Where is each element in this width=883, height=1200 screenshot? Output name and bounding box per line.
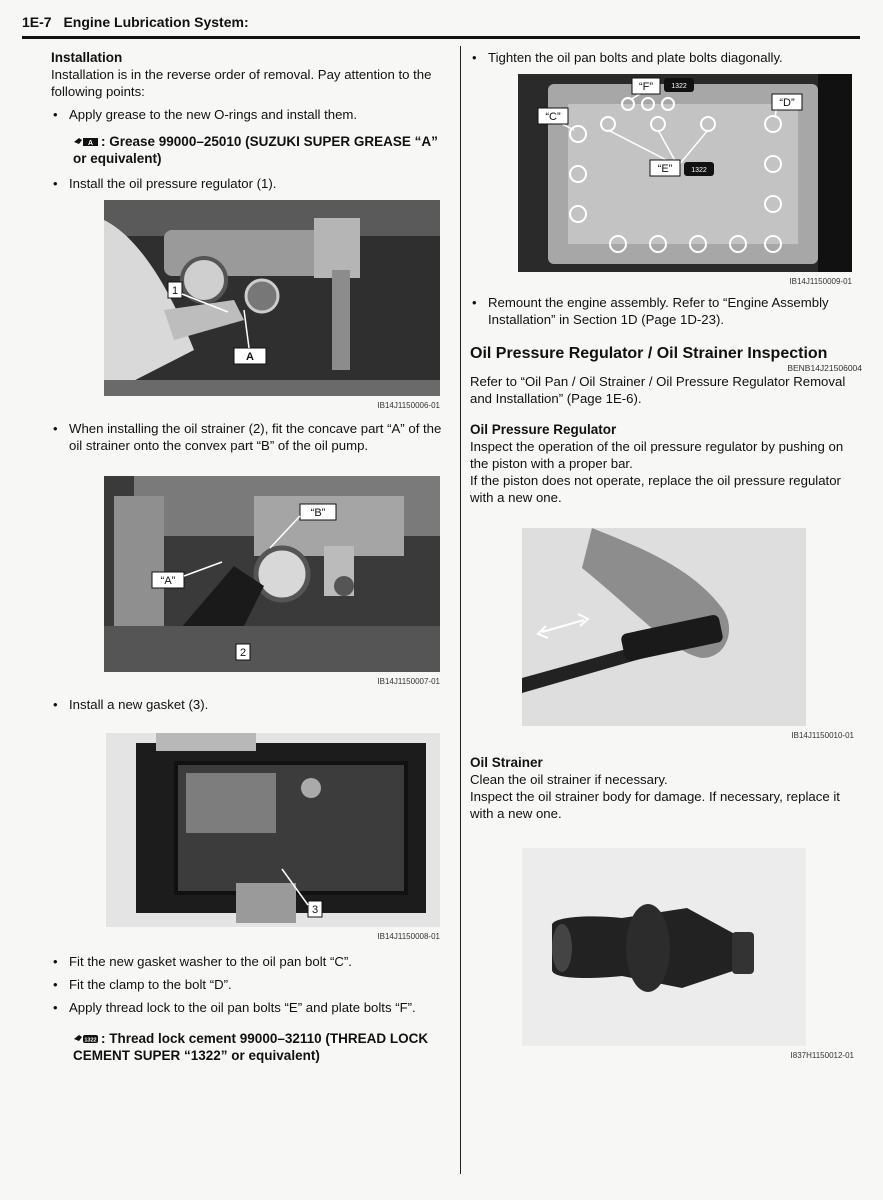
fig3-label-3: 3 <box>311 904 319 916</box>
bullet-gasket: • Install a new gasket (3). <box>51 696 447 713</box>
inspection-heading: Oil Pressure Regulator / Oil Strainer Inspection <box>470 345 828 362</box>
fig4-label-c: “C” <box>545 111 561 123</box>
page-header <box>22 14 860 39</box>
column-divider <box>460 46 461 1174</box>
inspection-code: BENB14J21506004 <box>787 363 862 373</box>
bullet-threadlock: • Apply thread lock to the oil pan bolts “E” and plate bolts “F”. <box>51 999 447 1016</box>
regulator-inspect-photo <box>522 528 806 726</box>
grease-icon <box>73 136 99 147</box>
strainer-text: Clean the oil strainer if necessary. <box>470 772 668 787</box>
fig2-label-2: 2 <box>239 647 247 659</box>
figure-regulator-inspect <box>522 528 862 744</box>
fig2-label-a: “A” <box>160 575 176 587</box>
right-column <box>470 49 862 1064</box>
inspection-refer: Refer to “Oil Pan / Oil Strainer / Oil Pressure Regulator Removal and Installation” (Page 1E-6). <box>470 374 846 406</box>
regulator-text: Inspect the operation of the oil pressure regulator by pushing on the piston with a proper bar. <box>470 439 844 471</box>
fig4-id: IB14J1150009-01 <box>789 277 852 286</box>
chapter-title: Engine Lubrication System: <box>63 14 249 30</box>
fig4-label-d: “D” <box>779 97 795 109</box>
strainer-heading: Oil Strainer <box>470 755 543 770</box>
figure-strainer-install <box>104 476 447 690</box>
bullet-grease: • Apply grease to the new O-rings and install them. <box>51 106 447 123</box>
threadlock-icon <box>73 1033 99 1044</box>
fig4-label-e: “E” <box>657 163 673 175</box>
page-number: 1E-7 <box>22 14 52 30</box>
fig4-badge-f: 1322 <box>671 83 687 90</box>
threadlock-spec-text: : Thread lock cement 99000–32110 (THREAD LOCK CEMENT SUPER “1322” or equivalent) <box>73 1031 429 1063</box>
bullet-clamp: • Fit the clamp to the bolt “D”. <box>51 976 447 993</box>
svg-text:A: A <box>87 140 94 147</box>
figure-regulator-install <box>104 200 447 414</box>
regulator-heading: Oil Pressure Regulator <box>470 422 617 437</box>
left-column <box>51 49 447 1072</box>
threadlock-spec <box>51 1030 447 1064</box>
fig1-id: IB14J1150006-01 <box>377 401 440 410</box>
bullet-washer: • Fit the new gasket washer to the oil pan bolt “C”. <box>51 953 447 970</box>
pan-bolts-photo <box>518 74 852 272</box>
fig1-label-a: A <box>246 351 254 363</box>
strainer-install-photo <box>104 476 440 672</box>
fig4-label-f: “F” <box>638 81 654 93</box>
fig2-label-b: “B” <box>310 507 326 519</box>
figure-gasket-install <box>106 733 447 945</box>
gasket-install-photo <box>106 733 440 927</box>
fig6-id: I837H1150012-01 <box>790 1051 854 1060</box>
bullet-tighten: • Tighten the oil pan bolts and plate bolts diagonally. <box>470 49 862 66</box>
fig5-id: IB14J1150010-01 <box>791 731 854 740</box>
regulator-text-2: If the piston does not operate, replace the oil pressure regulator with a new one. <box>470 473 841 505</box>
fig2-id: IB14J1150007-01 <box>377 677 440 686</box>
fig1-label-1: 1 <box>171 285 179 297</box>
fig3-id: IB14J1150008-01 <box>377 932 440 941</box>
strainer-text-2: Inspect the oil strainer body for damage. If necessary, replace it with a new one. <box>470 789 840 821</box>
bullet-remount: • Remount the engine assembly. Refer to “Engine Assembly Installation” in Section 1D (Page 1D-23). <box>470 294 862 328</box>
installation-intro: Installation is in the reverse order of removal. Pay attention to the following points: <box>51 67 432 99</box>
figure-strainer-inspect <box>522 848 862 1064</box>
bullet-strainer: • When installing the oil strainer (2), fit the concave part “A” of the oil strainer onto the convex part “B” of the oil pump. <box>51 420 447 454</box>
grease-spec <box>51 133 447 167</box>
grease-spec-text: : Grease 99000–25010 (SUZUKI SUPER GREASE “A” or equivalent) <box>73 134 438 166</box>
installation-heading: Installation <box>51 50 123 65</box>
bullet-regulator: • Install the oil pressure regulator (1). <box>51 175 447 192</box>
regulator-install-photo <box>104 200 440 396</box>
strainer-inspect-photo <box>522 848 806 1046</box>
figure-pan-bolts <box>518 74 862 290</box>
svg-text:1322: 1322 <box>84 1037 97 1044</box>
fig4-badge-e: 1322 <box>691 167 707 174</box>
